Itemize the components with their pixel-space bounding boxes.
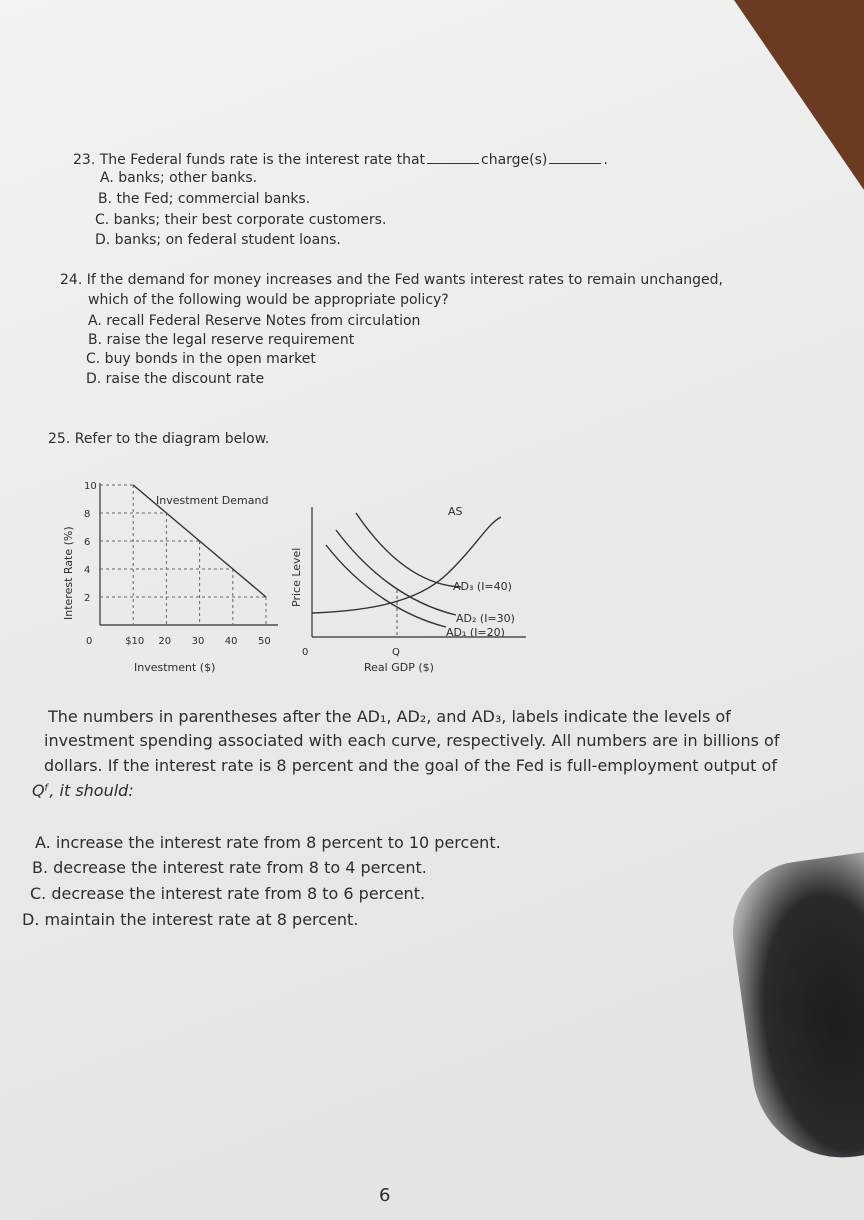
q25-option-a[interactable]: A. increase the interest rate from 8 percent to 10 percent. (35, 833, 501, 852)
q23-option-b[interactable]: B. the Fed; commercial banks. (98, 191, 311, 207)
inv-y-tick-label: 4 (84, 565, 91, 576)
ad1-curve (326, 545, 446, 627)
as-curve (312, 517, 501, 613)
q23-blank-2 (549, 162, 601, 164)
q24-option-c[interactable]: C. buy bonds in the open market (86, 351, 316, 367)
q25-para-line4: Qᶠ, it should: (32, 781, 134, 800)
q23-stem-before: 23. The Federal funds rate is the interest rate that (73, 152, 426, 168)
investment-demand-chart (56, 475, 286, 680)
q24-stem-line1: 24. If the demand for money increases and the Fed wants interest rates to remain unchanged, (60, 272, 723, 288)
q25-para-line1: The numbers in parentheses after the AD₁, AD₂, and AD₃, labels indicate the levels of (48, 707, 731, 726)
q25-option-d[interactable]: D. maintain the interest rate at 8 percent. (22, 910, 359, 929)
ad-as-chart (286, 495, 536, 680)
page-number: 6 (379, 1185, 391, 1206)
ad3-label: AD₃ (I=40) (453, 580, 512, 593)
q23-option-a[interactable]: A. banks; other banks. (100, 170, 258, 186)
adas-xlabel: Real GDP ($) (364, 661, 434, 674)
inv-y-tick-label: 2 (84, 593, 91, 604)
inv-x-tick-label: 50 (258, 636, 271, 647)
inv-ylabel: Interest Rate (%) (62, 526, 75, 620)
inv-y-tick-label: 6 (84, 537, 91, 548)
q23-blank-1 (427, 162, 479, 164)
q25-para-line3: dollars. If the interest rate is 8 percent and the goal of the Fed is full-employment output of (44, 756, 777, 775)
q23-stem-end: . (603, 152, 608, 168)
inv-y-tick-label: 8 (84, 509, 91, 520)
inv-xlabel: Investment ($) (134, 661, 216, 674)
adas-ylabel: Price Level (290, 547, 303, 607)
inv-x-tick-label: $10 (125, 636, 145, 647)
desk-background (734, 0, 864, 190)
inv-y-tick-label: 10 (84, 481, 97, 492)
inv-x-tick-label: 30 (191, 636, 205, 647)
q23-option-c[interactable]: C. banks; their best corporate customers. (95, 212, 387, 228)
ad1-label: AD₁ (I=20) (446, 626, 505, 639)
q25-para-line2: investment spending associated with each curve, respectively. All numbers are in billions of (44, 731, 780, 750)
inv-x-tick-label: 20 (158, 636, 172, 647)
q23-option-d[interactable]: D. banks; on federal student loans. (95, 232, 341, 248)
q25-option-c[interactable]: C. decrease the interest rate from 8 to 6 percent. (30, 884, 426, 903)
q-tick-label: Q (392, 647, 400, 658)
q25-stem: 25. Refer to the diagram below. (48, 431, 270, 447)
inv-origin: 0 (86, 636, 93, 647)
investment-demand-svg (56, 475, 286, 680)
as-label: AS (448, 505, 463, 518)
q24-option-b[interactable]: B. raise the legal reserve requirement (88, 332, 355, 348)
q23-stem-mid: charge(s) (481, 152, 548, 168)
ad2-label: AD₂ (I=30) (456, 612, 515, 625)
q24-stem-line2: which of the following would be appropriate policy? (88, 292, 449, 308)
ad-as-svg (286, 495, 536, 680)
adas-origin: 0 (302, 647, 309, 658)
q25-option-b[interactable]: B. decrease the interest rate from 8 to 4 percent. (32, 858, 427, 877)
q23-stem (73, 152, 608, 168)
inv-x-tick-label: 40 (224, 636, 238, 647)
inv-title: Investment Demand (156, 494, 269, 507)
q24-option-a[interactable]: A. recall Federal Reserve Notes from circulation (88, 313, 421, 329)
q24-option-d[interactable]: D. raise the discount rate (86, 371, 265, 387)
